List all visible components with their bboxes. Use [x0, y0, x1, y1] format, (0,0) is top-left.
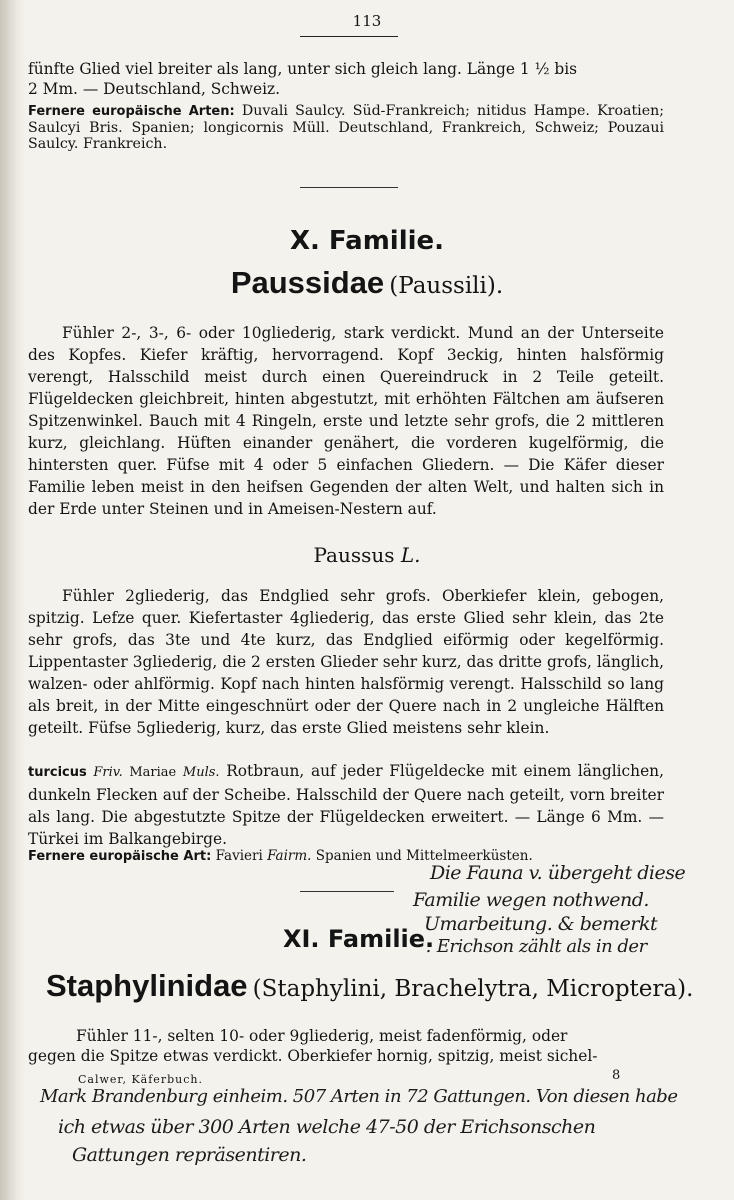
- family-11-description-line-1: Fühler 11-, selten 10- oder 9gliederig, meist fadenförmig, oder: [76, 1027, 568, 1045]
- other-species-label: Fernere europäische Arten:: [28, 104, 235, 119]
- other-species-text: Duvali Saulcy. Süd-Frankreich; nitidus Hampe. Kroatien; Saulcyi Bris. Spanien; longicornis Müll. Deutschland, Frankreich, Schweiz; Pouzaui Saulcy. Frankreich.: [28, 103, 665, 152]
- species-author: Friv.: [93, 765, 123, 780]
- family-10-synonym: (Paussili).: [389, 273, 504, 299]
- genus-author: L.: [400, 543, 421, 567]
- handwritten-note-right-line-1: Die Fauna v. übergeht diese: [430, 862, 686, 884]
- other-species-name-2: Favieri: [215, 848, 263, 864]
- continuation-line-2: 2 Mm. — Deutschland, Schweiz.: [28, 80, 281, 98]
- page-number-rule: [300, 36, 398, 37]
- page-number: 113: [352, 12, 382, 30]
- section-divider-2: [300, 891, 394, 892]
- section-divider: [300, 187, 398, 188]
- other-species-label-2: Fernere europäische Art:: [28, 849, 212, 864]
- other-species-paragraph: [28, 103, 664, 152]
- other-species-author-2: Fairm.: [267, 848, 312, 864]
- family-10-description: Fühler 2-, 3-, 6- oder 10gliederig, stark verdickt. Mund an der Unterseite des Kopfes. Kiefer kräftig, hervorragend. Kopf 3eckig, hinten halsförmig verengt, Halsschild meist durch einen Quereindruck in 2 Teile geteilt. Flügeldecken gleichbreit, hinten abgestutzt, mit erhöhten Fältchen am äufseren Spitzenwinkel. Bauch mit 4 Ringeln, erste und letzte sehr grofs, die 2 mittleren kurz, gleichlang. Hüften einander genähert, die vorderen kugelförmig, die hintersten quer. Füfse mit 4 oder 5 einfachen Gliedern. — Die Käfer dieser Familie leben meist in den heifsen Gegenden der alten Welt, und halten sich in der Erde unter Steinen und in Ameisen-Nestern auf.: [28, 324, 664, 518]
- genus-heading: [0, 543, 734, 567]
- handwritten-note-right-line-3: Umarbeitung. & bemerkt: [424, 913, 658, 935]
- family-10-name: Paussidae: [230, 265, 385, 300]
- species-paragraph: [28, 760, 664, 850]
- family-11-description-line-2: gegen die Spitze etwas verdickt. Oberkiefer hornig, spitzig, meist sichel-: [28, 1047, 598, 1065]
- species-name: turcicus: [28, 765, 87, 780]
- family-11-name: Staphylinidae: [46, 968, 248, 1003]
- page-edge-shadow: [0, 0, 26, 1200]
- handwritten-note-bottom-line-2: ich etwas über 300 Arten welche 47-50 der Erichsonschen: [58, 1116, 596, 1138]
- handwritten-note-bottom-line-3: Gattungen repräsentiren.: [72, 1144, 307, 1166]
- handwritten-note-right-line-4: : Erichson zählt als in der: [426, 936, 647, 957]
- printer-signature: 8: [612, 1068, 621, 1083]
- family-10-title: [0, 265, 734, 301]
- other-species-range-2: Spanien und Mittelmeerküsten.: [315, 848, 533, 864]
- genus-description: Fühler 2gliederig, das Endglied sehr grofs. Oberkiefer klein, gebogen, spitzig. Lefze quer. Kiefertaster 4gliederig, das erste Glied sehr klein, das 2te sehr grofs, das 3te und 4te kurz, das Endglied eiförmig oder kegelförmig. Lippentaster 3gliederig, die 2 ersten Glieder sehr kurz, das dritte grofs, länglich, walzen- oder ahlförmig. Kopf nach hinten halsförmig verengt. Halsschild so lang als breit, in der Mitte eingeschnürt oder der Quere nach in 2 ungleiche Hälften geteilt. Füfse 5gliederig, kurz, das erste Glied meistens sehr klein.: [28, 587, 664, 737]
- species-variety-author: Muls.: [182, 765, 220, 780]
- footer-imprint: Calwer, Käferbuch.: [78, 1073, 203, 1086]
- handwritten-note-bottom-line-1: Mark Brandenburg einheim. 507 Arten in 72 Gattungen. Von diesen habe: [40, 1086, 678, 1107]
- species-variety: Mariae: [129, 765, 177, 780]
- family-11-title: [46, 968, 693, 1004]
- genus-name: Paussus: [313, 543, 395, 567]
- continuation-line-1: fünfte Glied viel breiter als lang, unter sich gleich lang. Länge 1 ½ bis: [28, 60, 578, 78]
- family-11-heading: XI. Familie.: [283, 925, 435, 953]
- family-11-synonym: (Staphylini, Brachelytra, Microptera).: [252, 976, 694, 1002]
- species-description: Rotbraun, auf jeder Flügeldecke mit einem länglichen, dunkeln Flecken auf der Scheibe. Halsschild der Quere nach geteilt, vorn breiter als lang. Die abgestutzte Spitze der Flügeldecken erweitert. — Länge 6 Mm. — Türkei im Balkangebirge.: [28, 762, 664, 848]
- handwritten-note-right-line-2: Familie wegen nothwend.: [413, 889, 649, 911]
- family-10-heading: X. Familie.: [289, 226, 445, 256]
